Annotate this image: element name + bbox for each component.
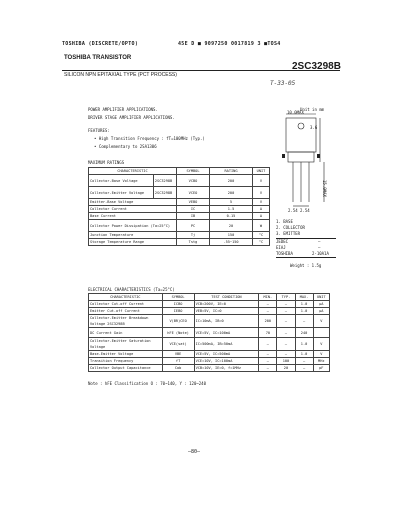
col-header: TYP. xyxy=(277,294,295,301)
application-1: POWER AMPLIFIER APPLICATIONS. xyxy=(88,107,158,112)
features-title: FEATURES: xyxy=(88,128,110,133)
toshiba-code-label: TOSHIBA xyxy=(276,251,293,256)
cell-unit: V xyxy=(313,351,329,358)
feature-2: • Complementary to 2SA1306 xyxy=(94,144,157,149)
cell-part: 2SC3298B xyxy=(153,187,176,199)
cell-symbol: VCEO xyxy=(177,187,210,199)
cell-max: 1.0 xyxy=(295,308,313,315)
dim-width: 10.0MAX xyxy=(287,110,304,115)
cell-condition: VCB=10V, IE=0, f=1MHz xyxy=(194,365,259,372)
dim-hole: 3.6 xyxy=(310,125,318,130)
cell-characteristic: Collector-Emitter Voltage xyxy=(89,187,154,199)
package-weight: Weight : 1.5g xyxy=(290,263,322,268)
max-ratings-table xyxy=(88,167,270,246)
cell-rating: -55~150 xyxy=(210,239,253,246)
elec-chars-title: ELECTRICAL CHARACTERISTICS (Ta=25°C) xyxy=(88,287,175,292)
cell-min: — xyxy=(259,308,277,315)
elec-chars-table xyxy=(88,293,330,372)
cell-characteristic: DC Current Gain xyxy=(89,328,163,338)
cell-typ: 20 xyxy=(277,365,295,372)
cell-min: — xyxy=(259,365,277,372)
col-header: SYMBOL xyxy=(177,168,210,175)
table-row xyxy=(89,232,270,239)
cell-characteristic: Junction Temperature xyxy=(89,232,177,239)
col-header: CHARACTERISTIC xyxy=(89,294,163,301)
table-row xyxy=(89,199,270,206)
cell-unit: V xyxy=(313,338,329,351)
cell-rating: 200 xyxy=(210,187,253,199)
cell-condition: VCE=5V, IC=100mA xyxy=(194,328,259,338)
col-header: UNIT xyxy=(253,168,270,175)
cell-unit: A xyxy=(253,206,270,213)
package-code-rule-top xyxy=(276,238,336,239)
table-row xyxy=(89,301,330,308)
cell-characteristic: Emitter-Base Voltage xyxy=(89,199,177,206)
cell-typ: 100 xyxy=(277,358,295,365)
cell-unit: MHz xyxy=(313,358,329,365)
cell-symbol: fT xyxy=(162,358,194,365)
cell-part: 2SC3298B xyxy=(153,175,176,187)
cell-min: — xyxy=(259,351,277,358)
col-header: TEST CONDITION xyxy=(194,294,259,301)
pin-3-label: 3. EMITTER xyxy=(276,231,301,236)
cell-condition: IC=500mA, IB=50mA xyxy=(194,338,259,351)
dim-pitch-1: 2.54 xyxy=(288,208,298,213)
cell-rating: 5 xyxy=(210,199,253,206)
cell-unit: W xyxy=(253,220,270,232)
application-2: DRIVER STAGE AMPLIFIER APPLICATIONS. xyxy=(88,115,175,120)
eiaj-value: — xyxy=(318,245,321,250)
cell-unit xyxy=(313,328,329,338)
max-ratings-title: MAXIMUM RATINGS xyxy=(88,160,125,165)
cell-min: 70 xyxy=(259,328,277,338)
cell-max: 1.0 xyxy=(295,301,313,308)
hfe-note: Note : hFE Classification O : 70~140, Y : 120~240 xyxy=(88,381,207,386)
cell-unit: V xyxy=(253,199,270,206)
table-row xyxy=(89,206,270,213)
cell-characteristic: Transition Frequency xyxy=(89,358,163,365)
table-row xyxy=(89,338,330,351)
cell-condition: VCE=10V, IC=100mA xyxy=(194,358,259,365)
cell-characteristic: Storage Temperature Range xyxy=(89,239,177,246)
col-header: RATING xyxy=(210,168,253,175)
table-row xyxy=(89,220,270,232)
col-header: MIN. xyxy=(259,294,277,301)
cell-unit: μA xyxy=(313,308,329,315)
cell-max: 1.0 xyxy=(295,338,313,351)
cell-rating: 200 xyxy=(210,175,253,187)
dim-height: 15.0MAX xyxy=(322,180,327,197)
cell-characteristic: Collector-Emitter Saturation Voltage xyxy=(89,338,163,351)
cell-typ: — xyxy=(277,301,295,308)
cell-min: — xyxy=(259,338,277,351)
pin-2-label: 2. COLLECTOR xyxy=(276,225,305,230)
table-row xyxy=(89,213,270,220)
cell-unit: °C xyxy=(253,239,270,246)
eiaj-label: EIAJ xyxy=(276,245,286,250)
cell-unit: μA xyxy=(313,301,329,308)
cell-symbol: Tj xyxy=(177,232,210,239)
cell-symbol: IB xyxy=(177,213,210,220)
cell-unit: A xyxy=(253,213,270,220)
cell-characteristic: Collector Output Capacitance xyxy=(89,365,163,372)
cell-symbol: VEBO xyxy=(177,199,210,206)
part-number: 2SC3298B xyxy=(292,61,341,72)
package-code-rule-bottom xyxy=(276,257,336,258)
cell-condition: VCE=5V, IC=500mA xyxy=(194,351,259,358)
cell-characteristic: Emitter Cut-off Current xyxy=(89,308,163,315)
cell-max: — xyxy=(295,315,313,328)
table-row xyxy=(89,358,330,365)
cell-unit: V xyxy=(313,315,329,328)
cell-symbol: VBE xyxy=(162,351,194,358)
cell-symbol: IEBO xyxy=(162,308,194,315)
handwritten-ref: T-33-05 xyxy=(270,80,296,87)
table-row xyxy=(89,365,330,372)
cell-condition: VCB=200V, IE=0 xyxy=(194,301,259,308)
feature-1: • High Transition Frequency : fT=100MHz (Typ.) xyxy=(94,136,205,141)
cell-unit: V xyxy=(253,187,270,199)
cell-max: 1.0 xyxy=(295,351,313,358)
cell-rating: 20 xyxy=(210,220,253,232)
col-header: UNIT xyxy=(313,294,329,301)
cell-max: 240 xyxy=(295,328,313,338)
col-header: SYMBOL xyxy=(162,294,194,301)
cell-max: — xyxy=(295,358,313,365)
cell-characteristic: Base-Emitter Voltage xyxy=(89,351,163,358)
cell-symbol: V(BR)CEO xyxy=(162,315,194,328)
table-header-row xyxy=(89,168,270,175)
process-text: SILICON NPN EPITAXIAL TYPE (PCT PROCESS) xyxy=(64,72,177,78)
cell-rating: 0.15 xyxy=(210,213,253,220)
table-header-row xyxy=(89,294,330,301)
cell-typ: — xyxy=(277,328,295,338)
table-row xyxy=(89,308,330,315)
cell-rating: 150 xyxy=(210,232,253,239)
page-number: —80— xyxy=(188,449,201,455)
dim-pitch-2: 2.54 xyxy=(300,208,310,213)
toshiba-code-value: 2-10A1A xyxy=(312,251,329,256)
cell-max: — xyxy=(295,365,313,372)
col-header: MAX. xyxy=(295,294,313,301)
cell-min: — xyxy=(259,358,277,365)
table-row xyxy=(89,315,330,328)
manufacturer-line: TOSHIBA (DISCRETE/OPTO) xyxy=(62,41,139,47)
cell-typ: — xyxy=(277,315,295,328)
col-header: CHARACTERISTIC xyxy=(89,168,177,175)
cell-unit: °C xyxy=(253,232,270,239)
table-row xyxy=(89,175,270,187)
cell-typ: — xyxy=(277,308,295,315)
cell-min: 200 xyxy=(259,315,277,328)
unit-note: Unit in mm xyxy=(300,107,325,112)
cell-symbol: ICBO xyxy=(162,301,194,308)
cell-characteristic: Collector-Base Voltage xyxy=(89,175,154,187)
product-type: TOSHIBA TRANSISTOR xyxy=(64,55,132,61)
cell-characteristic: Collector Power Dissipation (Ta=25°C) xyxy=(89,220,177,232)
cell-symbol: Cob xyxy=(162,365,194,372)
cell-min: — xyxy=(259,301,277,308)
cell-condition: VEB=5V, IC=0 xyxy=(194,308,259,315)
cell-unit: pF xyxy=(313,365,329,372)
jedec-label: JEDEC xyxy=(276,239,289,244)
cell-rating: 1.5 xyxy=(210,206,253,213)
cell-condition: IC=10mA, IB=0 xyxy=(194,315,259,328)
cell-typ: — xyxy=(277,351,295,358)
cell-symbol: VCBO xyxy=(177,175,210,187)
table-row xyxy=(89,187,270,199)
cell-symbol: Tstg xyxy=(177,239,210,246)
jedec-value: — xyxy=(318,239,321,244)
table-row xyxy=(89,351,330,358)
cell-characteristic: Collector-Emitter Breakdown Voltage 2SC3298B xyxy=(89,315,163,328)
cell-symbol: hFE (Note) xyxy=(162,328,194,338)
pin-1-label: 1. BASE xyxy=(276,219,293,224)
cell-characteristic: Base Current xyxy=(89,213,177,220)
table-row xyxy=(89,328,330,338)
cell-typ: — xyxy=(277,338,295,351)
doc-code-line: 45E D ■ 9097250 0017819 3 ■TOS4 xyxy=(178,41,281,47)
table-row xyxy=(89,239,270,246)
cell-symbol: VCE(sat) xyxy=(162,338,194,351)
cell-symbol: IC xyxy=(177,206,210,213)
cell-characteristic: Collector Cut-off Current xyxy=(89,301,163,308)
cell-unit: V xyxy=(253,175,270,187)
cell-symbol: PC xyxy=(177,220,210,232)
cell-characteristic: Collector Current xyxy=(89,206,177,213)
